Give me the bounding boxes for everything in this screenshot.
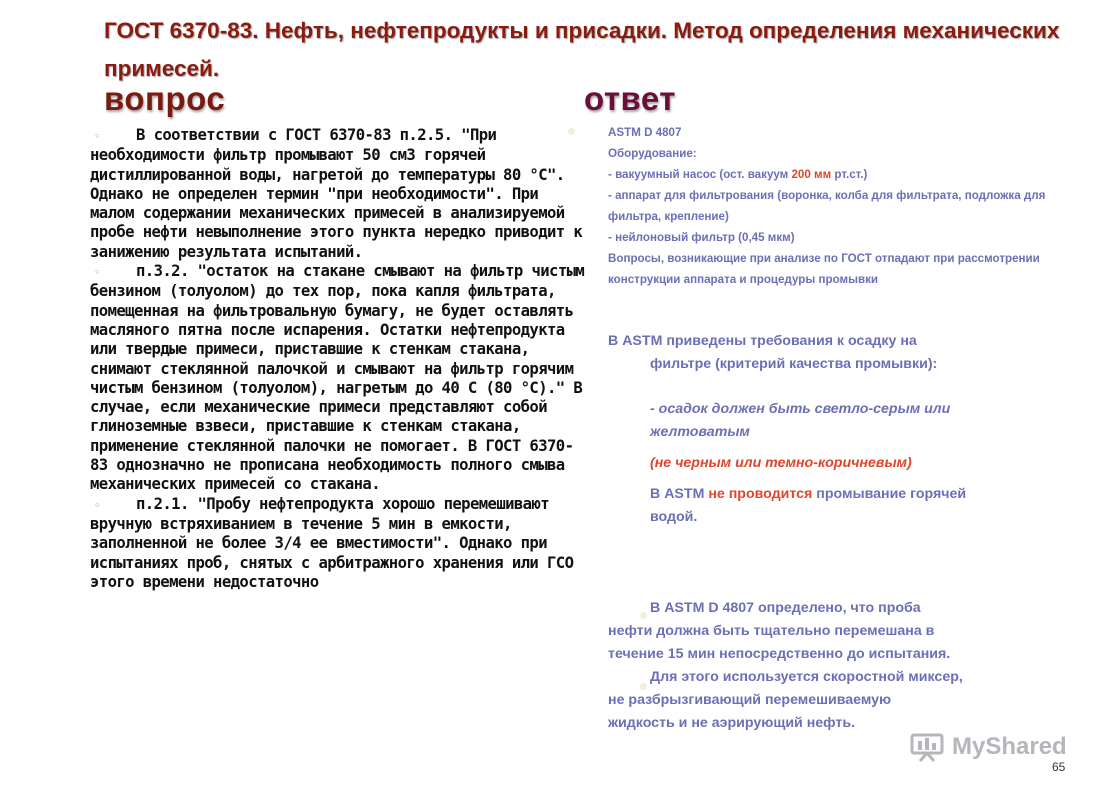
watermark-text: MyShared xyxy=(952,733,1067,760)
mixing-line: В ASTM D 4807 определено, что проба xyxy=(650,600,921,616)
washing-line: водой. xyxy=(650,509,698,525)
vacuum-pump-line xyxy=(608,164,1078,185)
washing-text: В ASTM xyxy=(650,486,709,502)
question-text: В соответствии с ГОСТ 6370-83 п.2.5. "При необходимости фильтр промывают 50 см3 горячей дистиллированной воды, нагретой до температуры 80 °С". Однако не определен термин "при необходимости". При малом содержании механических примесей в анализируемой пробе нефти невыполнение этого пункта нередко приводит к занижению результата испытаний. xyxy=(90,126,583,261)
astm-requirement-line: фильтре (критерий качества промывки): xyxy=(650,356,938,372)
sediment-color-line: желтоватым xyxy=(650,424,750,440)
washing-text: промывание горячей xyxy=(812,486,967,502)
washing-highlight: не проводится xyxy=(708,486,813,502)
mixer-line: не разбрызгивающий перемешиваемую xyxy=(608,692,892,708)
ring-bullet-icon xyxy=(90,496,136,515)
projector-logo-icon xyxy=(910,732,946,762)
standard-label: ASTM D 4807 xyxy=(608,126,682,139)
vacuum-text: - вакуумный насос (ост. вакуум xyxy=(608,168,792,181)
mixer-line: жидкость и не аэрирующий нефть. xyxy=(608,715,855,731)
question-paragraph xyxy=(90,126,586,262)
watermark xyxy=(910,732,1067,762)
sediment-color-line: - осадок должен быть светло-серым или xyxy=(650,401,951,417)
mixing-line: течение 15 мин непосредственно до испытания. xyxy=(608,646,951,662)
question-paragraph xyxy=(90,495,586,592)
page-number: 65 xyxy=(1052,760,1066,774)
questions-line: Вопросы, возникающие при анализе по ГОСТ отпадают при рассмотрении конструкции аппарата и процедуры промывки xyxy=(608,252,1040,286)
filtration-apparatus-line: - аппарат для фильтрования (воронка, колба для фильтрата, подложка для фильтра, крепление) xyxy=(608,189,1046,223)
question-paragraph xyxy=(90,262,586,495)
question-column xyxy=(90,126,586,592)
dot-bullet-icon xyxy=(568,128,575,135)
vacuum-value: 200 мм xyxy=(791,168,832,181)
answer-column xyxy=(608,122,1078,735)
question-text: п.3.2. "остаток на стакане смывают на фильтр чистым бензином (толуолом) до тех пор, пока капля фильтрата, помещенная на фильтровальную бумагу, не будет оставлять масляного пятна после испарения. Остатки нефтепродукта или твердые примеси, приставшие к стенкам стакана, снимают стеклянной палочкой и смывают на фильтр горячим чистым бензином (толуолом), нагретым до 40 С (80 °С)." В случае, если механические примеси представляют собой глиноземные взвеси, приставшие к стенкам стакана, применение стеклянной палочки не помогает. В ГОСТ 6370-83 однозначно не прописана необходимость полного смыва механических примесей со стакана. xyxy=(90,262,585,494)
slide-title: ГОСТ 6370-83. Нефть, нефтепродукты и присадки. Метод определения механических примесей. xyxy=(104,18,1060,81)
ring-bullet-icon xyxy=(90,127,136,146)
nylon-filter-line: - нейлоновый фильтр (0,45 мкм) xyxy=(608,231,795,244)
vacuum-unit: рт.ст.) xyxy=(831,168,868,181)
mixing-line: нефти должна быть тщательно перемешана в xyxy=(608,623,935,639)
mixer-line: Для этого используется скоростной миксер, xyxy=(650,669,963,685)
astm-requirement-line: В ASTM приведены требования к осадку на xyxy=(608,333,917,349)
question-text: п.2.1. "Пробу нефтепродукта хорошо перемешивают вручную встряхиванием в течение 5 мин в емкости, заполненной не более 3/4 ее вместимости". Однако при испытаниях проб, снятых с арбитражного хранения или ГСО этого времени недостаточно xyxy=(90,494,574,591)
equipment-heading: Оборудование: xyxy=(608,147,697,160)
question-heading: вопрос xyxy=(104,80,226,117)
ring-bullet-icon xyxy=(90,263,136,282)
washing-line xyxy=(608,483,1078,506)
not-black-note: (не черным или темно-коричневым) xyxy=(650,455,912,471)
answer-heading: ответ xyxy=(584,80,676,117)
